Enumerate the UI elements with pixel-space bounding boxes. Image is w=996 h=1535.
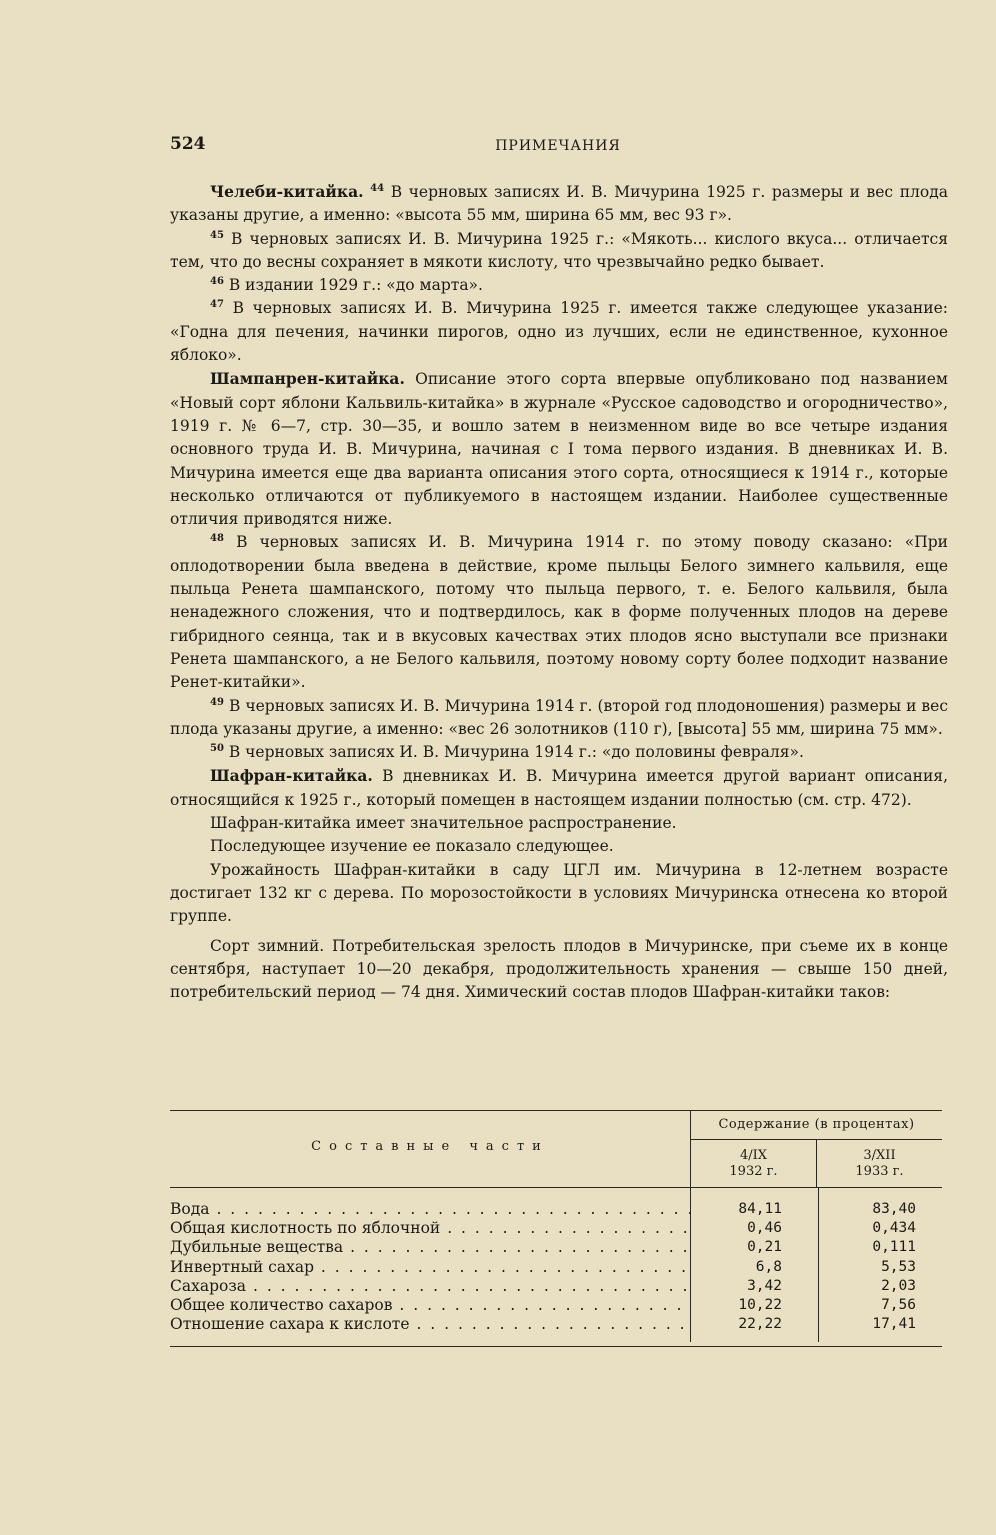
value-1933: 17,41 bbox=[872, 1316, 916, 1333]
value-1933: 2,03 bbox=[881, 1277, 916, 1294]
value-1932: 3,42 bbox=[747, 1277, 782, 1294]
chemical-composition-table bbox=[170, 1110, 942, 1347]
note-text: В черновых записях И. В. Мичурина 1914 г.: «до половины февраля». bbox=[228, 743, 804, 762]
component-name: Инвертный сахар . . . bbox=[170, 1258, 690, 1277]
table-row bbox=[170, 1219, 942, 1238]
value-1933: 0,434 bbox=[872, 1220, 916, 1237]
note-text: В дневниках И. В. Мичурина имеется другой вариант описания, относящийся к 1925 г., который помещен в настоящем издании полностью (см. стр. 472). bbox=[170, 767, 948, 809]
note-paragraph bbox=[170, 274, 948, 297]
value-1932: 6,8 bbox=[755, 1258, 782, 1275]
column-group-header: Содержание (в процентах) bbox=[691, 1111, 942, 1140]
note-number: 46 bbox=[210, 276, 224, 288]
body-paragraph: Последующее изучение ее показало следующее. bbox=[210, 837, 614, 856]
note-text: В черновых записях И. В. Мичурина 1925 г.: «Мякоть... кислого вкуса... отличается тем, что до весны сохраняет в мякоти кислоту, что чрезвычайно редко бывает. bbox=[170, 229, 948, 271]
date-columns bbox=[691, 1140, 942, 1187]
note-number: 49 bbox=[210, 696, 224, 708]
note-number: 45 bbox=[210, 229, 224, 241]
table-row bbox=[170, 1238, 942, 1257]
component-name: Общая кислотность по яблочной . . . bbox=[170, 1219, 690, 1238]
note-text: В черновых записях И. В. Мичурина 1914 г. по этому поводу сказано: «При оплодотворении была введена в действие, кроме пыльцы Белого зимнего кальвиля, еще пыльца Ренета шампанского, потому что пыльца первого, т. е. Белого кальвиля, была ненадежного сложения, что и подтвердилось, как в форме полученных плодов на дереве гибридного сеянца, так и в вкусовых качествах этих плодов ясно выступали все признаки Ренета шампанского, а не Белого кальвиля, поэтому новому сорту более подходит название Ренет-китайки». bbox=[170, 533, 948, 692]
note-number: 47 bbox=[210, 299, 224, 311]
column-date: 4/IX bbox=[739, 1147, 768, 1163]
note-number: 50 bbox=[210, 742, 224, 754]
value-1933: 5,53 bbox=[881, 1258, 916, 1275]
note-paragraph bbox=[170, 228, 948, 275]
variety-title: Шампанрен-китайка. bbox=[210, 369, 405, 389]
value-1932: 10,22 bbox=[738, 1296, 782, 1313]
column-year: 1933 г. bbox=[855, 1163, 904, 1179]
note-text: В черновых записях И. В. Мичурина 1925 г. имеется также следующее указание: «Годна для печения, начинки пирогов, одно из лучших, если не единственное, кухонное яблоко». bbox=[170, 299, 948, 365]
column-header-1933 bbox=[816, 1140, 942, 1187]
value-1932: 0,46 bbox=[747, 1220, 782, 1237]
value-1932: 0,21 bbox=[747, 1239, 782, 1256]
component-name: Сахароза . . . bbox=[170, 1277, 690, 1296]
note-paragraph bbox=[170, 764, 948, 812]
table-row bbox=[170, 1277, 942, 1296]
column-date: 3/XII bbox=[863, 1147, 896, 1163]
note-paragraph bbox=[170, 297, 948, 367]
value-1933: 83,40 bbox=[872, 1201, 916, 1217]
note-number: 44 bbox=[370, 182, 385, 194]
table-bottom-rule bbox=[170, 1346, 942, 1347]
note-paragraph bbox=[170, 531, 948, 694]
column-header-components: Составные части bbox=[311, 1139, 549, 1154]
component-name: Вода . . . bbox=[170, 1200, 690, 1219]
table-row bbox=[170, 1258, 942, 1277]
note-text: В черновых записях И. В. Мичурина 1914 г. (второй год плодоношения) размеры и вес плода указаны другие, а именно: «вес 26 золотников (110 г), [высота] 55 мм, ширина 75 мм». bbox=[170, 696, 948, 738]
component-name: Дубильные вещества . . . bbox=[170, 1238, 690, 1257]
component-name: Общее количество сахаров . . . bbox=[170, 1296, 690, 1315]
note-text: В издании 1929 г.: «до марта». bbox=[228, 276, 483, 295]
table-row bbox=[170, 1200, 942, 1219]
note-paragraph bbox=[170, 367, 948, 531]
note-number: 48 bbox=[210, 533, 224, 545]
body-paragraph: Шафран-китайка имеет значительное распространение. bbox=[210, 814, 677, 833]
content-header-group bbox=[690, 1111, 942, 1187]
column-header-1932 bbox=[691, 1140, 816, 1187]
table-body bbox=[170, 1188, 942, 1342]
note-text: Описание этого сорта впервые опубликовано под названием «Новый сорт яблони Кальвиль-китайка» в журнале «Русское садоводство и огородничество», 1919 г. № 6—7, стр. 30—35, и вошло затем в неизменном виде во все четыре издания основного труда И. В. Мичурина, начиная с I тома первого издания. В дневниках И. В. Мичурина имеется еще два варианта описания этого сорта, относящиеся к 1914 г., которые несколько отличаются от публикуемого в настоящем издании. Наиболее существенные отличия приводятся ниже. bbox=[170, 370, 948, 529]
value-1933: 7,56 bbox=[881, 1296, 916, 1313]
table-row bbox=[170, 1296, 942, 1315]
body-paragraph: Урожайность Шафран-китайки в саду ЦГЛ им. Мичурина в 12-летнем возрасте достигает 132 кг с дерева. По морозостойкости в условиях Мичуринска отнесена ко второй группе. bbox=[170, 860, 948, 926]
note-paragraph bbox=[170, 741, 948, 764]
component-name: Отношение сахара к кислоте . . . bbox=[170, 1315, 690, 1334]
value-1932: 84,11 bbox=[738, 1201, 782, 1217]
value-1932: 22,22 bbox=[738, 1316, 782, 1333]
variety-title: Шафран-китайка. bbox=[210, 766, 373, 786]
note-text: В черновых записях И. В. Мичурина 1925 г. размеры и вес плода указаны другие, а именно: «высота 55 мм, ширина 65 мм, вес 93 г». bbox=[170, 183, 948, 225]
running-head: ПРИМЕЧАНИЯ bbox=[495, 138, 621, 154]
notes-body bbox=[170, 180, 948, 1004]
column-year: 1932 г. bbox=[729, 1163, 778, 1179]
variety-title: Челеби-китайка. bbox=[210, 182, 364, 201]
table-header bbox=[170, 1111, 942, 1188]
value-1933: 0,111 bbox=[872, 1239, 916, 1256]
note-paragraph bbox=[170, 180, 948, 228]
note-paragraph bbox=[170, 695, 948, 742]
body-paragraph: Сорт зимний. Потребительская зрелость плодов в Мичуринске, при съеме их в конце сентября, наступает 10—20 декабря, продолжительность хранения — свыше 150 дней, потребительский период — 74 дня. Химический состав плодов Шафран-китайки таков: bbox=[170, 936, 948, 1002]
page-header bbox=[170, 134, 946, 158]
page-number: 524 bbox=[170, 134, 206, 154]
table-row bbox=[170, 1315, 942, 1334]
